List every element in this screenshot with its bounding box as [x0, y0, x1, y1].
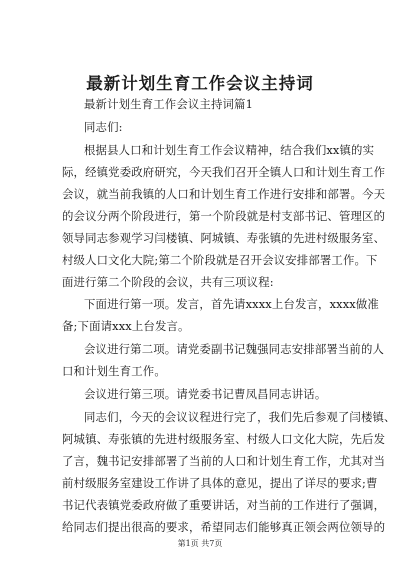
paragraph-line: 际，经镇党委政府研究，今天我们召开全镇人口和计划生育工作: [62, 165, 386, 179]
paragraph-line: 会议进行第二项。请党委副书记魏强同志安排部署当前的人: [84, 342, 385, 356]
paragraph-line: 了言，魏书记安排部署了当前的人口和计划生育工作，尤其对当: [62, 454, 386, 468]
paragraph-line: 会议，就当前我镇的人口和计划生育工作进行安排和部署。今天: [62, 187, 386, 201]
document-subtitle: 最新计划生育工作会议主持词篇1: [84, 97, 253, 111]
document-title: 最新计划生育工作会议主持词: [86, 74, 314, 93]
paragraph-line: 会议进行第三项。请党委书记曹凤昌同志讲话。: [84, 387, 327, 401]
paragraph-line: 领导同志参观学习闫楼镇、阿城镇、寿张镇的先进村级服务室、: [62, 231, 386, 245]
page-number: 第1页 共7页: [177, 539, 223, 548]
paragraph-line: 面进行第二个阶段的会议，共有三项议程:: [62, 275, 274, 289]
paragraph-line: 前村级服务室建设工作讲了具体的意见，提出了详尽的要求;曹: [62, 476, 378, 490]
paragraph-line: 给同志们提出很高的要求，希望同志们能够真正领会两位领导的: [62, 520, 386, 534]
paragraph-line: 口和计划生育工作。: [62, 364, 166, 378]
paragraph-line: 村级人口文化大院;第二个阶段就是召开会议安排部署工作。下: [62, 253, 378, 267]
paragraph-line: 下面进行第一项。发言，首先请xxxx上台发言，xxxx做准: [84, 297, 379, 311]
paragraph-line: 根据县人口和计划生育工作会议精神，结合我们xx镇的实: [84, 143, 375, 157]
paragraph-line: 备;下面请xxx上台发言。: [62, 319, 190, 333]
paragraph-line: 阿城镇、寿张镇的先进村级服务室、村级人口文化大院，先后发: [62, 432, 386, 446]
paragraph-line: 同志们:: [84, 120, 123, 134]
paragraph-line: 同志们，今天的会议议程进行完了，我们先后参观了闫楼镇、: [84, 410, 396, 424]
paragraph-line: 的会议分两个阶段进行，第一个阶段就是村支部书记、管理区的: [62, 209, 386, 223]
paragraph-line: 书记代表镇党委政府做了重要讲话，对当前的工作进行了强调，: [62, 498, 386, 512]
